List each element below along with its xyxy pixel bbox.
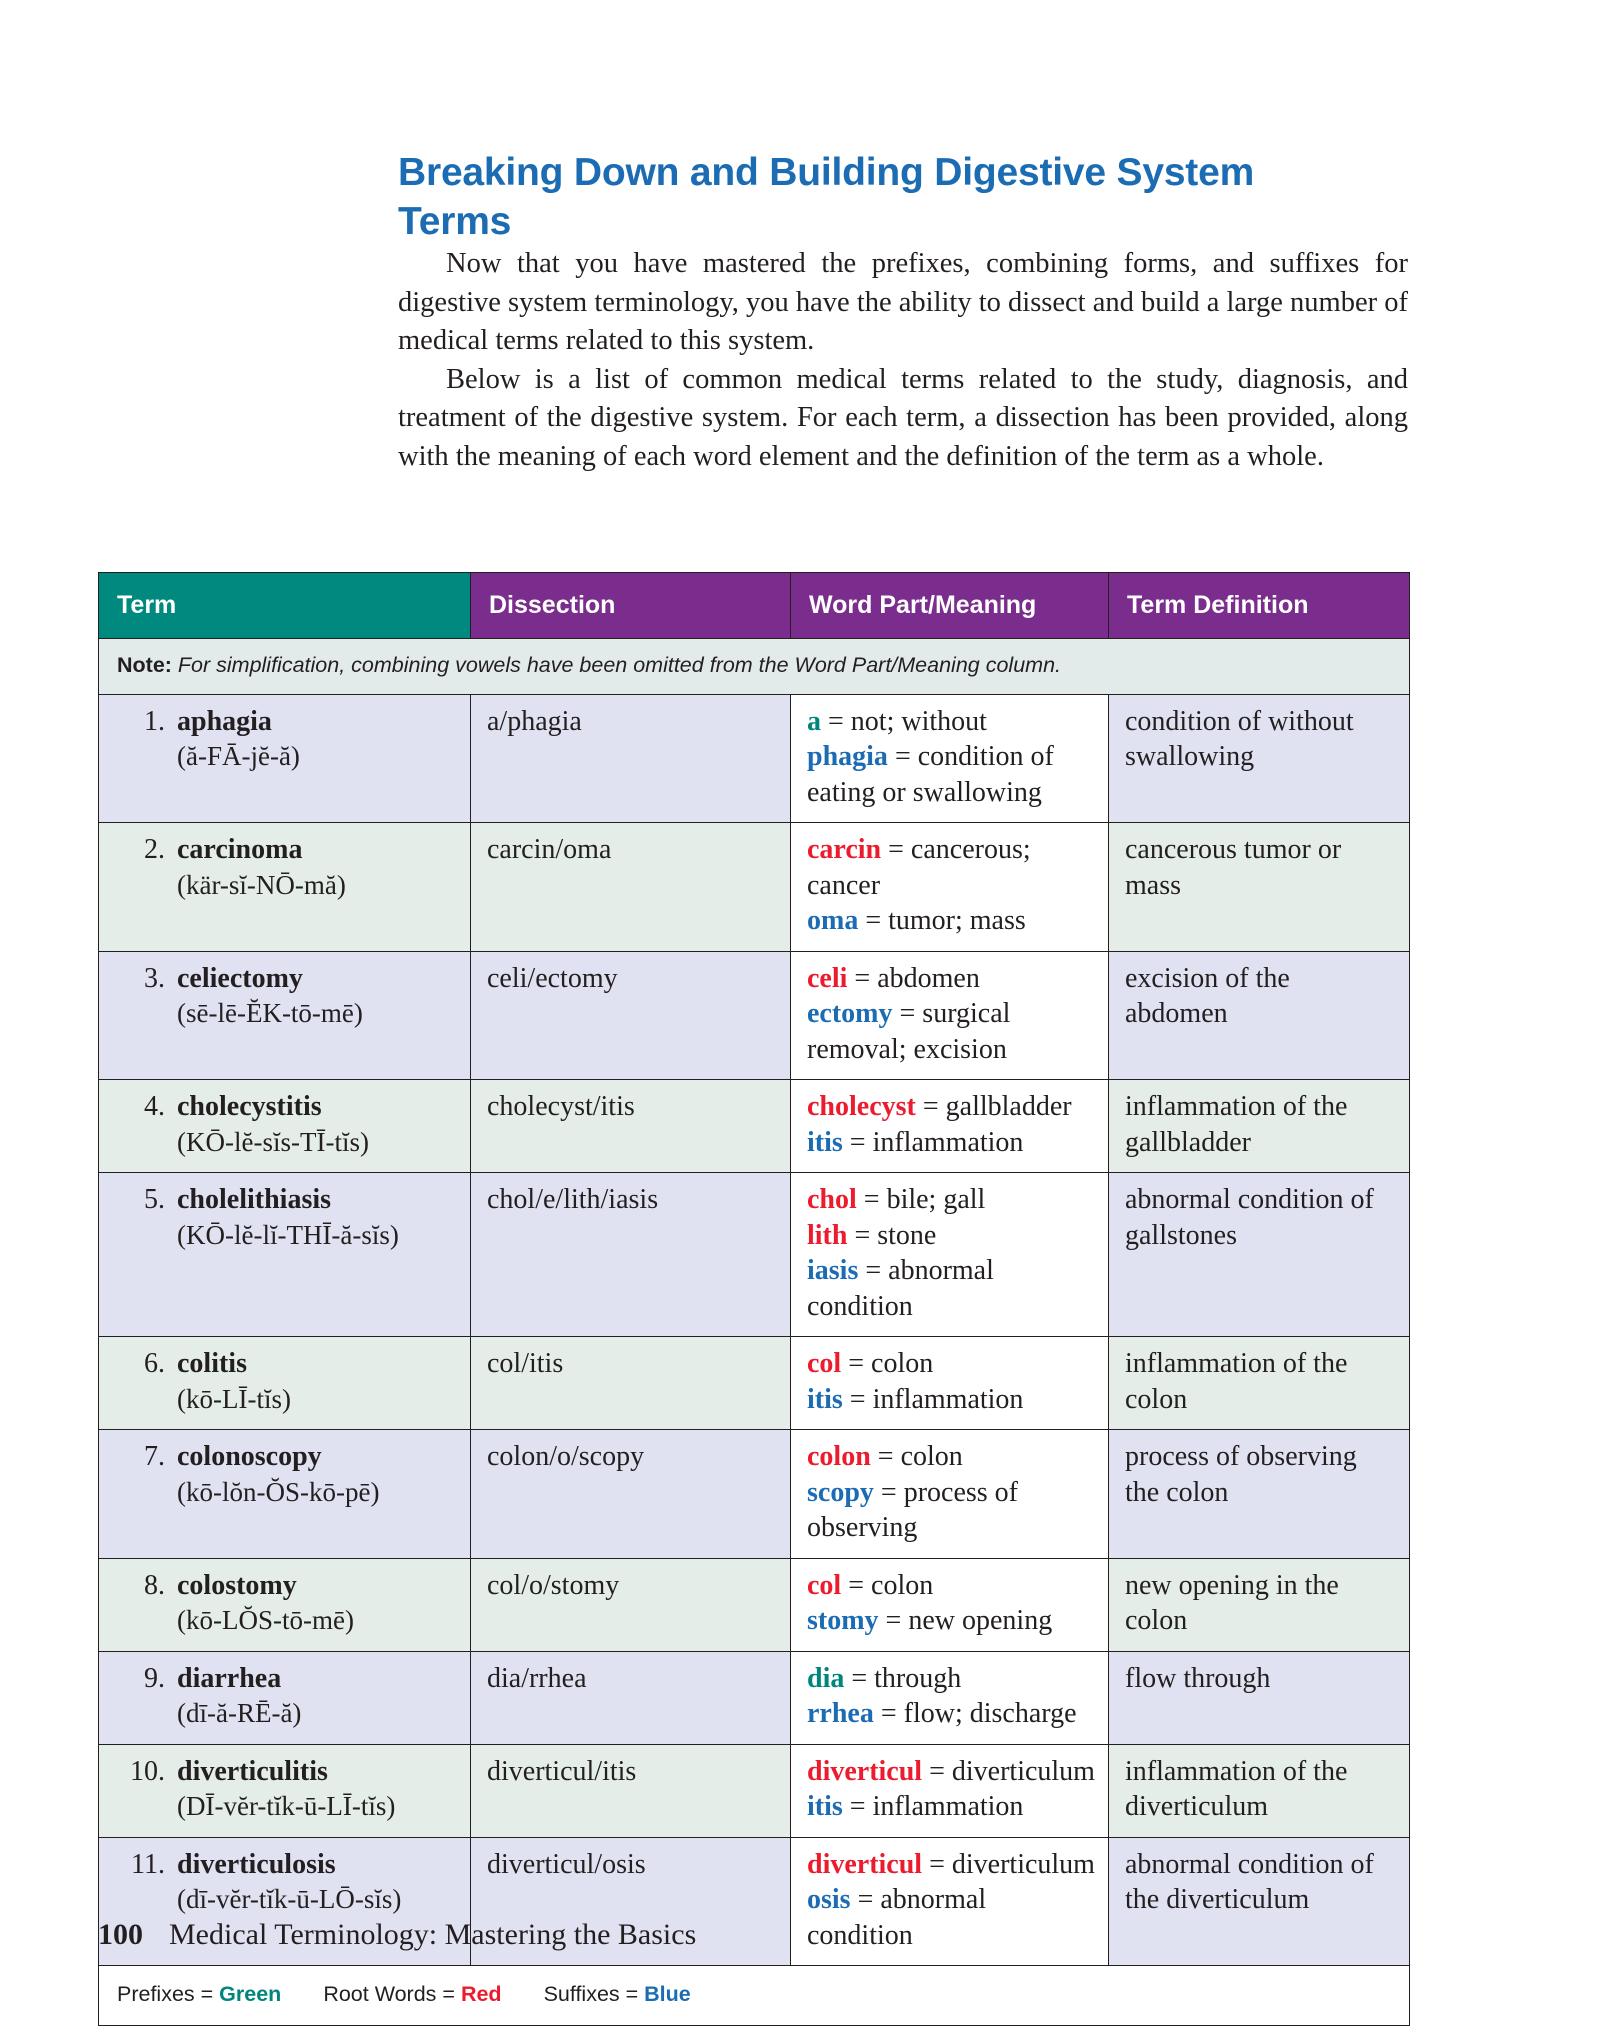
term-name: diarrhea: [177, 1662, 282, 1694]
page-title: Breaking Down and Building Digestive System Terms: [398, 151, 1255, 244]
term-name: colostomy: [177, 1569, 297, 1601]
cell-term-definition: abnormal condition of gallstones: [1109, 1173, 1410, 1337]
legend-item: [323, 1982, 501, 2006]
word-part-meaning: = inflammation: [842, 1126, 1024, 1158]
word-part-meaning: = through: [844, 1662, 962, 1694]
table-row: [99, 1337, 1410, 1430]
word-part-token: a: [807, 705, 821, 737]
word-part-token: iasis: [807, 1255, 859, 1286]
cell-term: [99, 694, 471, 823]
legend-label: Suffixes =: [543, 1982, 645, 2006]
cell-dissection: celi/ectomy: [471, 951, 791, 1080]
cell-dissection: chol/e/lith/iasis: [471, 1173, 791, 1337]
term-name: celiectomy: [177, 962, 303, 994]
word-part-token: itis: [807, 1791, 843, 1822]
cell-term: [99, 823, 471, 952]
cell-term-definition: new opening in the colon: [1109, 1558, 1410, 1651]
word-part-entry: [807, 1603, 1096, 1639]
cell-term: [99, 1173, 471, 1337]
word-part-meaning: = flow; discharge: [873, 1698, 1077, 1729]
cell-term: [99, 1337, 471, 1430]
term-number: 7.: [144, 1441, 165, 1472]
table-row: [99, 694, 1410, 823]
book-title: Medical Terminology: Mastering the Basics: [169, 1918, 697, 1951]
column-header-term: Term: [99, 573, 471, 639]
table-row: [99, 823, 1410, 952]
cell-dissection: dia/rrhea: [471, 1651, 791, 1744]
term-number: 1.: [144, 705, 165, 737]
term-number: 6.: [144, 1348, 165, 1379]
term-name: aphagia: [177, 705, 272, 737]
word-part-entry: [807, 1754, 1096, 1790]
word-part-token: dia: [807, 1662, 845, 1694]
word-part-entry: [807, 1218, 1096, 1254]
table-legend-row: [99, 1966, 1410, 2026]
word-part-meaning: = tumor; mass: [858, 905, 1026, 936]
word-part-meaning: = bile; gall: [856, 1184, 986, 1215]
term-number: 5.: [144, 1184, 165, 1215]
term-pronunciation: (kō-LŎS-tō-mē): [177, 1605, 354, 1635]
legend-value: Green: [219, 1982, 282, 2006]
cell-word-part-meaning: [791, 823, 1109, 952]
cell-dissection: diverticul/itis: [471, 1744, 791, 1837]
word-part-meaning: = colon: [841, 1569, 934, 1601]
term-pronunciation: (kär-sĭ-NŌ-mă): [177, 869, 346, 900]
word-part-meaning: = cancerous; cancer: [807, 834, 1031, 901]
word-part-token: lith: [807, 1219, 848, 1251]
word-part-token: itis: [807, 1383, 843, 1415]
word-part-meaning: = surgical removal; excision: [807, 998, 1011, 1065]
cell-word-part-meaning: [791, 694, 1109, 823]
word-part-meaning: = abnormal condition: [807, 1255, 994, 1322]
cell-term-definition: inflammation of the colon: [1109, 1337, 1410, 1430]
word-part-meaning: = gallbladder: [915, 1091, 1072, 1122]
column-header-dissection: Dissection: [471, 573, 791, 639]
word-part-token: osis: [807, 1884, 851, 1915]
cell-term: [99, 951, 471, 1080]
legend-value: Red: [460, 1982, 502, 2006]
word-part-token: col: [807, 1348, 842, 1379]
word-part-meaning: = diverticulum: [922, 1755, 1095, 1787]
word-part-meaning: = stone: [847, 1219, 937, 1251]
word-part-token: chol: [807, 1184, 857, 1215]
word-part-token: itis: [807, 1126, 843, 1158]
term-name: cholelithiasis: [177, 1184, 332, 1215]
terms-table: [98, 572, 1410, 2026]
term-number: 8.: [144, 1569, 165, 1601]
term-pronunciation: (kō-LĪ-tĭs): [177, 1383, 291, 1414]
term-pronunciation: (KŌ-lĕ-sĭs-TĪ-tĭs): [177, 1126, 369, 1157]
page-number: 100: [98, 1918, 143, 1951]
legend-label: Root Words =: [323, 1982, 461, 2006]
cell-term: [99, 1430, 471, 1559]
term-pronunciation: (kō-lŏn-ŎS-kō-pē): [177, 1476, 380, 1507]
terms-table-container: [98, 572, 1409, 2026]
table-row: [99, 1430, 1410, 1559]
cell-term-definition: process of observing the colon: [1109, 1430, 1410, 1559]
cell-term-definition: inflammation of the gallbladder: [1109, 1080, 1410, 1173]
word-part-entry: [807, 1789, 1096, 1825]
legend-label: Prefixes =: [117, 1982, 220, 2006]
cell-term-definition: excision of the abdomen: [1109, 951, 1410, 1080]
cell-term: [99, 1651, 471, 1744]
cell-word-part-meaning: [791, 1080, 1109, 1173]
word-part-token: ectomy: [807, 998, 893, 1029]
word-part-meaning: = new opening: [878, 1605, 1053, 1636]
word-part-entry: [807, 996, 1096, 1067]
word-part-entry: [807, 1439, 1096, 1475]
cell-dissection: a/phagia: [471, 694, 791, 823]
cell-dissection: colon/o/scopy: [471, 1430, 791, 1559]
word-part-token: celi: [807, 962, 848, 994]
cell-dissection: diverticul/osis: [471, 1837, 791, 1966]
word-part-meaning: = abdomen: [847, 962, 980, 994]
table-row: [99, 1558, 1410, 1651]
term-pronunciation: (KŌ-lĕ-lĭ-THĪ-ă-sĭs): [177, 1219, 399, 1250]
word-part-entry: [807, 1661, 1096, 1697]
word-part-meaning: = not; without: [821, 705, 987, 737]
table-note-row: [99, 639, 1410, 695]
term-name: diverticulitis: [177, 1755, 328, 1787]
word-part-token: stomy: [807, 1605, 879, 1636]
word-part-token: rrhea: [807, 1698, 874, 1729]
term-pronunciation: (dī-ă-RĒ-ă): [177, 1698, 302, 1728]
term-pronunciation: (ă-FĀ-jĕ-ă): [177, 741, 300, 771]
word-part-meaning: = abnormal condition: [807, 1884, 987, 1951]
intro-body-text: [398, 245, 1408, 476]
cell-dissection: col/o/stomy: [471, 1558, 791, 1651]
cell-term: [99, 1558, 471, 1651]
term-number: 2.: [144, 834, 165, 865]
word-part-entry: [807, 1882, 1096, 1953]
note-text: For simplification, combining vowels have been omitted from the Word Part/Meaning column.: [171, 653, 1061, 677]
term-pronunciation: (DĪ-vĕr-tĭk-ū-LĪ-tĭs): [177, 1791, 396, 1821]
column-header-term-definition: Term Definition: [1109, 573, 1410, 639]
word-part-meaning: = condition of eating or swallowing: [807, 741, 1054, 808]
word-part-entry: [807, 1847, 1096, 1883]
term-name: carcinoma: [177, 834, 303, 865]
cell-word-part-meaning: [791, 1173, 1109, 1337]
term-pronunciation: (sē-lē-ĔK-tō-mē): [177, 998, 363, 1028]
table-row: [99, 1173, 1410, 1337]
cell-term-definition: condition of without swallowing: [1109, 694, 1410, 823]
table-body: [99, 639, 1410, 2026]
legend-value: Blue: [644, 1982, 691, 2006]
cell-term-definition: cancerous tumor or mass: [1109, 823, 1410, 952]
word-part-entry: [807, 961, 1096, 997]
table-row: [99, 951, 1410, 1080]
term-name: colitis: [177, 1348, 247, 1379]
cell-term-definition: inflammation of the diverticulum: [1109, 1744, 1410, 1837]
intro-paragraph-1: Now that you have mastered the prefixes, combining forms, and suffixes for digestive system terminology, you have the ability to dissect and build a large number of medical terms related to this system.: [398, 248, 1408, 356]
word-part-meaning: = colon: [841, 1348, 934, 1379]
word-part-meaning: = process of observing: [807, 1476, 1018, 1543]
page-footer: [98, 1918, 696, 1952]
legend-item: [544, 1982, 691, 2006]
word-part-entry: [807, 1125, 1096, 1161]
word-part-meaning: = inflammation: [842, 1383, 1024, 1415]
term-name: diverticulosis: [177, 1848, 336, 1880]
term-number: 10.: [130, 1755, 165, 1787]
term-number: 11.: [131, 1848, 165, 1880]
term-number: 4.: [144, 1091, 165, 1122]
intro-paragraph-2: Below is a list of common medical terms related to the study, diagnosis, and treatment of the digestive system. For each term, a dissection has been provided, along with the meaning of each word element and the definition of the term as a whole.: [398, 363, 1408, 472]
word-part-entry: [807, 832, 1096, 903]
term-name: colonoscopy: [177, 1441, 322, 1472]
word-part-meaning: = inflammation: [842, 1791, 1024, 1822]
cell-term-definition: abnormal condition of the diverticulum: [1109, 1837, 1410, 1966]
word-part-token: col: [807, 1569, 842, 1601]
cell-word-part-meaning: [791, 951, 1109, 1080]
word-part-entry: [807, 1568, 1096, 1604]
cell-term-definition: flow through: [1109, 1651, 1410, 1744]
cell-word-part-meaning: [791, 1651, 1109, 1744]
word-part-token: scopy: [807, 1476, 874, 1508]
cell-dissection: col/itis: [471, 1337, 791, 1430]
word-part-entry: [807, 1253, 1096, 1324]
word-part-entry: [807, 739, 1096, 810]
cell-word-part-meaning: [791, 1837, 1109, 1966]
word-part-entry: [807, 1696, 1096, 1732]
word-part-entry: [807, 1382, 1096, 1418]
term-number: 9.: [144, 1662, 165, 1694]
word-part-token: oma: [807, 905, 859, 936]
word-part-meaning: = colon: [870, 1441, 963, 1472]
cell-word-part-meaning: [791, 1337, 1109, 1430]
term-pronunciation: (dī-vĕr-tĭk-ū-LŌ-sĭs): [177, 1884, 402, 1914]
legend-item: [117, 1982, 281, 2006]
table-row: [99, 1651, 1410, 1744]
cell-term: [99, 1080, 471, 1173]
table-row: [99, 1744, 1410, 1837]
cell-word-part-meaning: [791, 1558, 1109, 1651]
word-part-token: colon: [807, 1441, 871, 1472]
table-header: [99, 573, 1410, 639]
term-name: cholecystitis: [177, 1091, 322, 1122]
cell-dissection: carcin/oma: [471, 823, 791, 952]
word-part-entry: [807, 1346, 1096, 1382]
word-part-entry: [807, 903, 1096, 939]
term-number: 3.: [144, 962, 165, 994]
word-part-entry: [807, 1182, 1096, 1218]
word-part-token: diverticul: [807, 1755, 923, 1787]
word-part-entry: [807, 704, 1096, 740]
table-header-row: [99, 573, 1410, 639]
note-label: Note:: [117, 653, 172, 677]
cell-word-part-meaning: [791, 1430, 1109, 1559]
cell-word-part-meaning: [791, 1744, 1109, 1837]
word-part-entry: [807, 1475, 1096, 1546]
column-header-word-part: Word Part/Meaning: [791, 573, 1109, 639]
word-part-entry: [807, 1089, 1096, 1125]
word-part-token: cholecyst: [807, 1091, 916, 1122]
table-legend-cell: [99, 1966, 1410, 2026]
cell-dissection: cholecyst/itis: [471, 1080, 791, 1173]
cell-term: [99, 1744, 471, 1837]
table-row: [99, 1080, 1410, 1173]
table-note-cell: [99, 639, 1410, 695]
word-part-token: diverticul: [807, 1848, 923, 1880]
word-part-token: carcin: [807, 834, 882, 865]
word-part-meaning: = diverticulum: [922, 1848, 1095, 1880]
word-part-token: phagia: [807, 741, 888, 772]
